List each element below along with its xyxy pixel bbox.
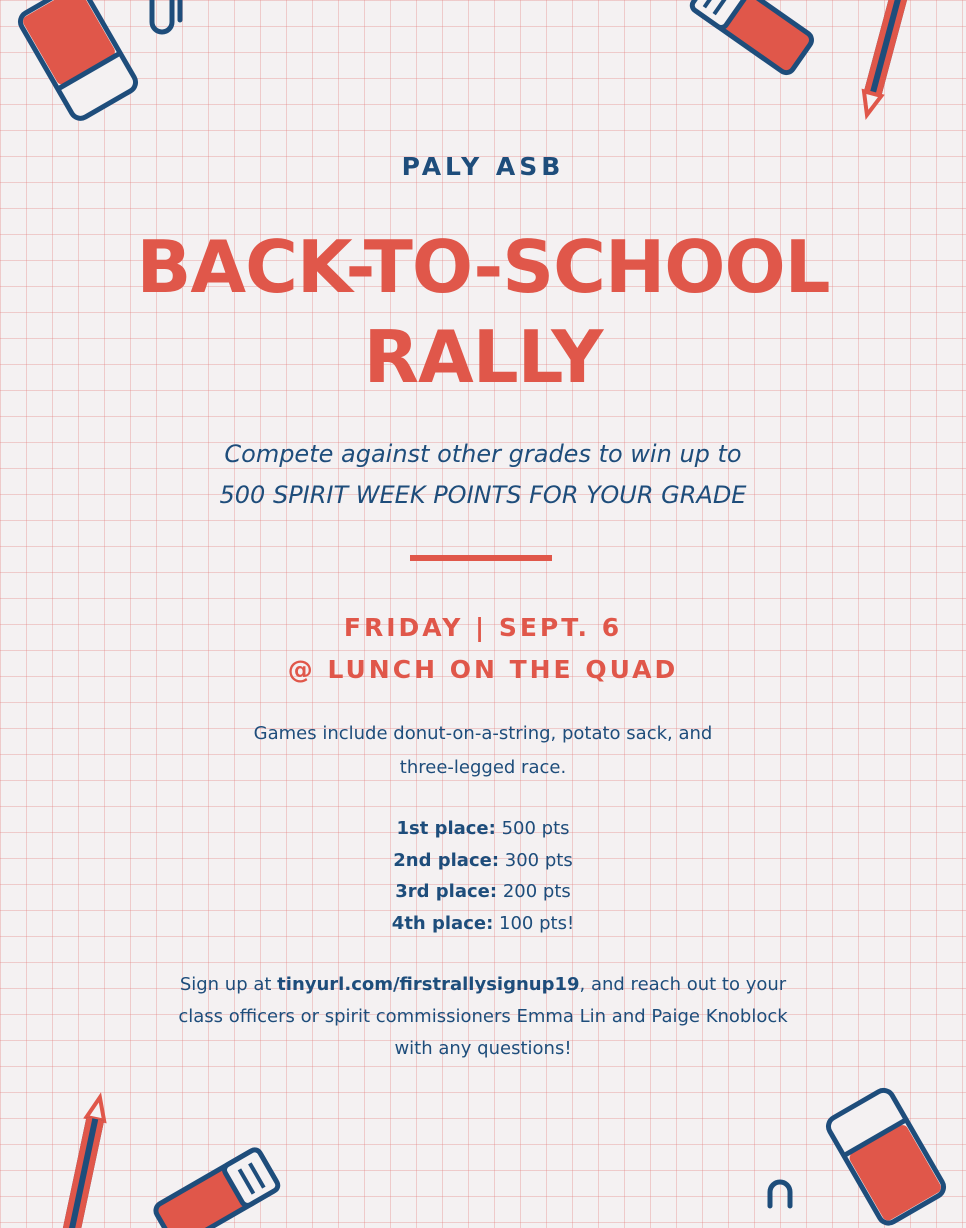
event-details [0, 607, 966, 691]
games-line-1: Games include donut-on-a-string, potato sack, and [253, 723, 713, 744]
paperclip-icon [140, 0, 200, 40]
prize-list [0, 813, 966, 939]
event-date: FRIDAY | SEPT. 6 [343, 613, 623, 642]
prize-value: 200 pts [502, 881, 571, 902]
pencil-icon [848, 0, 918, 130]
event-title [0, 222, 966, 402]
signup-line-2: class officers or spirit commissioners Emma Lin and Paige Knoblock [178, 1006, 788, 1027]
prize-label: 3rd place: [395, 881, 498, 902]
prize-value: 300 pts [504, 849, 573, 871]
prize-item [0, 876, 966, 908]
tagline-line-2: 500 SPIRIT WEEK POINTS FOR YOUR GRADE [219, 481, 747, 509]
prize-value: 100 pts! [499, 912, 575, 934]
title-line-2: RALLY [363, 315, 603, 399]
prize-item [0, 908, 966, 940]
signup-prefix: Sign up at [179, 974, 278, 995]
tagline [0, 434, 966, 516]
prize-item [0, 813, 966, 845]
signup-info [0, 969, 966, 1065]
eraser-icon [810, 1080, 960, 1210]
prize-label: 1st place: [396, 818, 496, 839]
organization-name: PALY ASB [401, 152, 565, 181]
divider [410, 555, 552, 561]
signup-line-1 [0, 969, 966, 1001]
games-description [0, 717, 966, 785]
title-line-1: BACK-TO-SCHOOL [136, 225, 830, 309]
prize-label: 2nd place: [393, 849, 500, 871]
book-icon [140, 1140, 290, 1220]
event-location: @ LUNCH ON THE QUAD [287, 655, 679, 684]
paperclip-icon [760, 1176, 810, 1206]
pencil-icon [52, 1088, 122, 1228]
prize-item [0, 845, 966, 877]
signup-line-3: with any questions! [394, 1038, 572, 1059]
prize-value: 500 pts [501, 818, 570, 839]
book-icon [684, 0, 824, 80]
prize-label: 4th place: [391, 912, 494, 934]
tagline-line-1: Compete against other grades to win up to [224, 440, 742, 468]
games-line-2: three-legged race. [399, 757, 567, 778]
eraser-icon [8, 0, 148, 140]
signup-link[interactable]: tinyurl.com/firstrallysignup19 [277, 974, 580, 995]
signup-suffix: , and reach out to your [579, 974, 787, 995]
